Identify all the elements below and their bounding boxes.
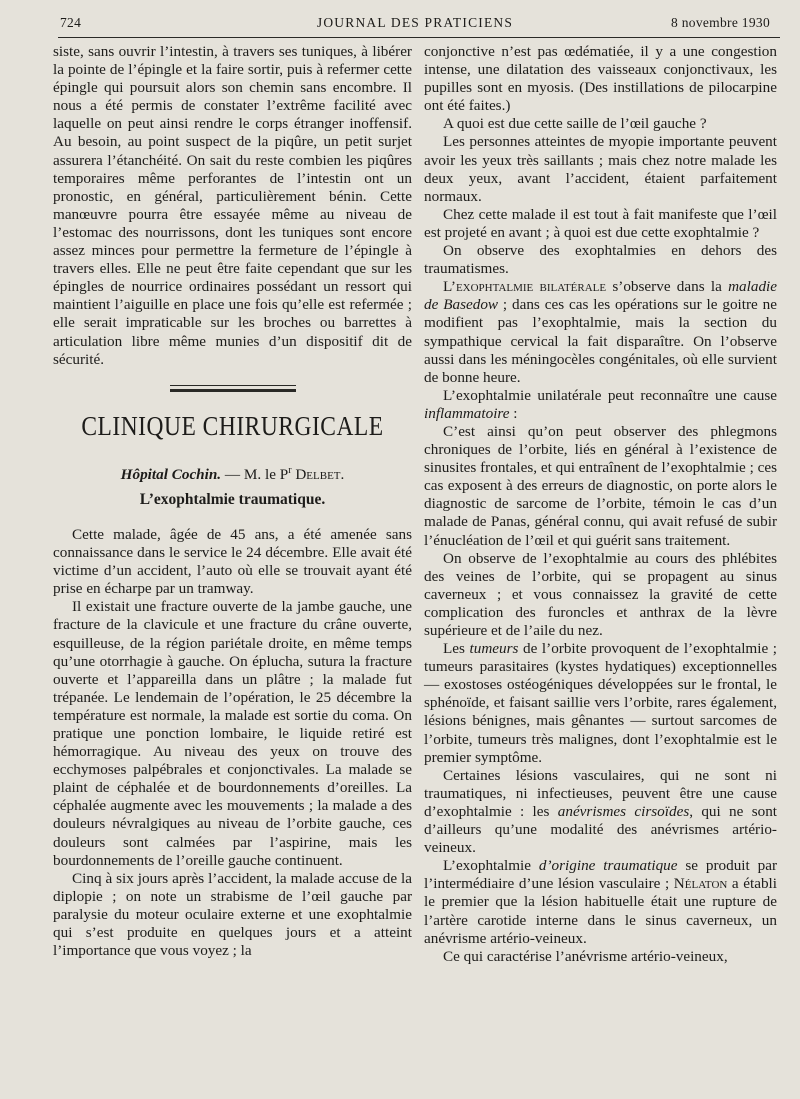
hospital-line [53,466,412,484]
paragraph-myopie: Les personnes atteintes de myopie importante peuvent avoir les yeux très saillants ; mais chez notre malade les deux yeux, avant l’accident, étaient parfaitement normaux. [424,133,777,205]
right-column [424,43,777,966]
header-rule [58,37,780,38]
journal-title: JOURNAL DES PRATICIENS [316,15,514,30]
paragraph-caracterise: Ce qui caractérise l’anévrisme artério-veineux, [443,947,728,965]
term-tumeurs: tumeurs [469,640,519,658]
paragraph-hors-traumatismes: On observe des exophtalmies en dehors des traumatismes. [424,242,777,278]
continuation-paragraph: siste, sans ouvrir l’intestin, à travers ses tuniques, à libérer la pointe de l’épingle et la faire sortir, puis à refermer cette épingle qui poursuit alors son chemin sans encombre. Il nous a été permis de constater l’extrême facilité avec laquelle on peut ainsi rendre le corps étranger inoffensif. Au besoin, au point suspect de la piqûre, un petit surjet assurera l’étanchéité. On sait du reste combien les piqûres temporaires même perforantes de l’intestin ont un pronostic, en général, particulièrement bénin. Cette manœuvre pourra être essayée même au niveau de l’estomac des nourrissons, dont les tuniques sont encore assez minces pour permettre la fermeture de l’épingle à travers elles. Elle ne peut être faite cependant que sur les épingles de nourrice ordinaires possédant un ressort qui maintient l’aiguille en place une fois qu’elle est refermée ; elle serait impraticable sur les broches ou barrettes à articulation libre même munies d’un dispositif dit de sécurité. [53,43,412,368]
case-paragraph-2: Il existait une fracture ouverte de la jambe gauche, une fracture de la clavicule et une fracture du crâne ouverte, esquilleuse, de la région pariétale droite, en même temps qu’une otorrhagie à gauche. On éplucha, sutura la fracture ouverte et l’appareilla dans un plâtre ; la malade fut trépanée. Le lendemain de l’opération, le 25 décembre la température est normale, la malade est sortie du coma. On pratique une ponction lombaire, le liquide retiré est hémorragique. Au niveau des yeux on trouve des ecchymoses palpébrales et conjonctivales. La malade se plaint de céphalée et de bourdonnements d’oreilles. La céphalée augmente avec les mouvements ; la malade a des douleurs névralgiques au niveau de l’orbite gauche, ces douleurs sont calmées par l’aspirine, mais les bourdonnements de l’oreille gauche continuent. [53,598,412,869]
paragraph-manifeste: Chez cette malade il est tout à fait manifeste que l’œil est projeté en avant ; à quoi est due cette exophtalmie ? [424,205,777,241]
page-number: 724 [60,15,82,30]
author-nelaton: Nélaton [673,875,728,893]
paragraph-vasculaires: Certaines lésions vasculaires, qui ne sont ni traumatiques, ni infectieuses, peuvent être une cause d’exophtalmie : les anévrismes cirsoïdes, qui ne sont d’ailleurs qu’une modalité des anévrismes artério-veineux. [424,766,778,857]
term-anevrismes: anévrismes cirsoïdes [557,802,690,820]
term-basedow: maladie de Basedow [424,278,778,314]
paragraph-question: A quoi est due cette saille de l’œil gauche ? [443,115,707,133]
case-title: L’exophtalmie traumatique. [139,490,326,508]
issue-date: 8 novembre 1930 [671,15,770,30]
hospital-name: Hôpital Cochin. [120,465,222,483]
professor-prefix: — M. le P [221,465,289,483]
paragraph-conjonctive: conjonctive n’est pas œdématiée, il y a une congestion intense, une dilatation des vaisseaux conjonctivaux, les pupilles sont en myosis. (Des instillations de pilocarpine ont été faites.) [424,43,777,115]
section-separator [170,385,296,392]
professor-name: Delbet. [291,465,345,483]
paragraph-unilaterale: L’exophtalmie unilatérale peut reconnaître une cause inflammatoire : [424,386,777,422]
paragraph-tumeurs: Les tumeurs de l’orbite provoquent de l’exophtalmie ; tumeurs parasitaires (kystes hydatiques) exceptionnelles — exostoses ostéogéniques développées sur le frontal, le sphénoïde, et faisant saillie vers l’orbite, rares également, lésions bénignes, mais gênantes — surtout sarcomes de l’orbite, tumeurs très malignes, dont l’exophtalmie est le premier symptôme. [424,640,777,766]
term-traumatique: d’origine traumatique [538,857,678,875]
professor-sup: r [288,464,292,476]
section-title: CLINIQUE CHIRURGICALE [81,411,384,442]
paragraph-phlegmons: C’est ainsi qu’on peut observer des phlegmons chroniques de l’orbite, liés en général à l’existence de sinusites frontales, et qui entraînent de l’exophtalmie ; ces cas exposent à des erreurs de diagnostic, on porte alors le diagnostic de sarcome de l’orbite, témoin le cas d’un malade de Panas, général connu, qui avait refusé de subir l’énucléation de l’œil et qui guérit sans traitement. [424,422,778,549]
running-header [60,15,770,37]
term-bilaterale: L’exophtalmie bilatérale [443,278,607,296]
paragraph-traumatique: L’exophtalmie d’origine traumatique se produit par l’intermédiaire d’une lésion vasculaire ; Nélaton a établi le premier que la lésion habituelle était une rupture de l’artère carotide interne dans le sinus caverneux, un anévrisme artério-veineux. [424,857,777,947]
paragraph-phlebites: On observe de l’exophtalmie au cours des phlébites des veines de l’orbite, qui se propagent au sinus caverneux ; et vous connaissez la gravité de cette complication des furoncles et anthrax de la lèvre supérieure et de l’aile du nez. [424,549,777,639]
case-paragraph-3: Cinq à six jours après l’accident, la malade accuse de la diplopie ; on note un strabisme de l’œil gauche par paralysie du moteur oculaire externe et une exophtalmie qui s’est produite en quelques jours et a atteint l’importance que vous voyez ; la [53,869,412,960]
term-inflammatoire: inflammatoire [424,404,510,422]
left-column [53,43,412,960]
case-paragraph-1: Cette malade, âgée de 45 ans, a été amenée sans connaissance dans le service le 24 décembre. Elle avait été victime d’un accident, l’auto où elle se trouvait ayant été prise en écharpe par un tramway. [53,525,412,598]
paragraph-bilaterale: L’exophtalmie bilatérale s’observe dans la maladie de Basedow ; dans ces cas les opérations sur le goitre ne modifient pas l’exophtalmie, mais la section du sympathique cervical la fait disparaître. On l’observe aussi dans les méningocèles congénitales, où elle survient de bonne heure. [424,278,778,386]
